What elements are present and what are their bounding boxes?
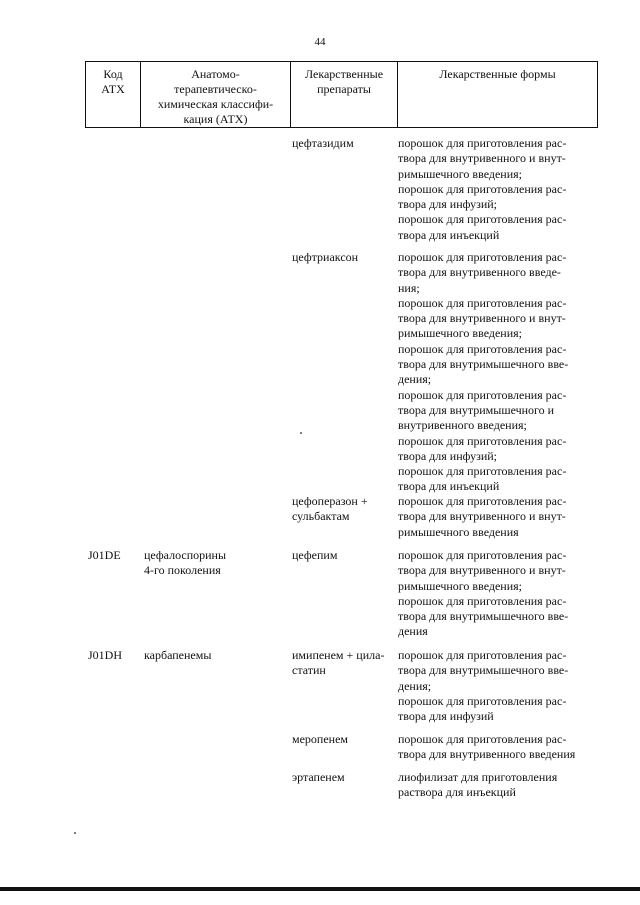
row-code <box>85 770 140 801</box>
scan-speck <box>300 432 302 434</box>
row-classification: карбапенемы <box>144 648 212 662</box>
row-forms: порошок для приготовления рас- твора для внутривенного и внут- римышечного введения; порошок для приготовления рас- твора для инфузий; порошок для приготовления рас- твора для инъекций <box>398 136 567 242</box>
row-code <box>85 494 140 540</box>
row-drug: эртапенем <box>292 770 345 784</box>
row-drug: цефоперазон + сульбактам <box>292 494 368 524</box>
row-forms: порошок для приготовления рас- твора для внутривенного введе- ния; порошок для приготовления рас- твора для внутривенного и внут- римышечного введения; порошок для приготовления рас- твора для внутримышечного вве- дения; порошок для приготовления рас- твора для внутримышечного и внутривенного введения; порошок для приготовления рас- твора для инфузий; порошок для приготовления рас- твора для инъекций <box>398 250 569 494</box>
row-code: J01DH <box>88 648 123 662</box>
table-row <box>85 548 598 640</box>
row-classification <box>140 732 290 763</box>
row-forms: лиофилизат для приготовления раствора для инъекций <box>398 770 558 800</box>
header-classification: Анатомо- терапевтическо- химическая классифи- кация (АТХ) <box>141 62 291 127</box>
table-row <box>85 648 598 724</box>
header-forms: Лекарственные формы <box>439 67 556 81</box>
row-classification <box>140 494 290 540</box>
footer-rule <box>0 887 640 891</box>
row-classification <box>140 770 290 801</box>
row-drug: меропенем <box>292 732 349 746</box>
row-code: J01DE <box>88 548 121 562</box>
scan-speck <box>74 832 76 834</box>
row-forms: порошок для приготовления рас- твора для внутривенного введения <box>398 732 576 762</box>
row-code <box>85 732 140 763</box>
row-forms: порошок для приготовления рас- твора для внутривенного и внут- римышечного введения <box>398 494 567 539</box>
row-classification <box>140 136 290 243</box>
row-classification: цефалоспорины 4-го поколения <box>144 548 227 578</box>
row-code <box>85 250 140 495</box>
row-drug: цефтриаксон <box>292 250 359 264</box>
table-row <box>85 136 598 243</box>
header-drugs: Лекарственные препараты <box>291 62 398 127</box>
table-row <box>85 250 598 495</box>
row-drug: цефепим <box>292 548 338 562</box>
header-code: Код АТХ <box>86 62 141 127</box>
row-code <box>85 136 140 243</box>
table-header <box>85 61 598 128</box>
row-drug: цефтазидим <box>292 136 354 150</box>
table-row <box>85 770 598 801</box>
page-number: 44 <box>314 36 326 48</box>
table-row <box>85 494 598 540</box>
row-forms: порошок для приготовления рас- твора для внутримышечного вве- дения; порошок для приготовления рас- твора для инфузий <box>398 648 569 724</box>
table-row <box>85 732 598 763</box>
row-forms: порошок для приготовления рас- твора для внутривенного и внут- римышечного введения; порошок для приготовления рас- твора для внутримышечного вве- дения <box>398 548 569 639</box>
row-classification <box>140 250 290 495</box>
row-drug: имипенем + цила- статин <box>292 648 385 678</box>
